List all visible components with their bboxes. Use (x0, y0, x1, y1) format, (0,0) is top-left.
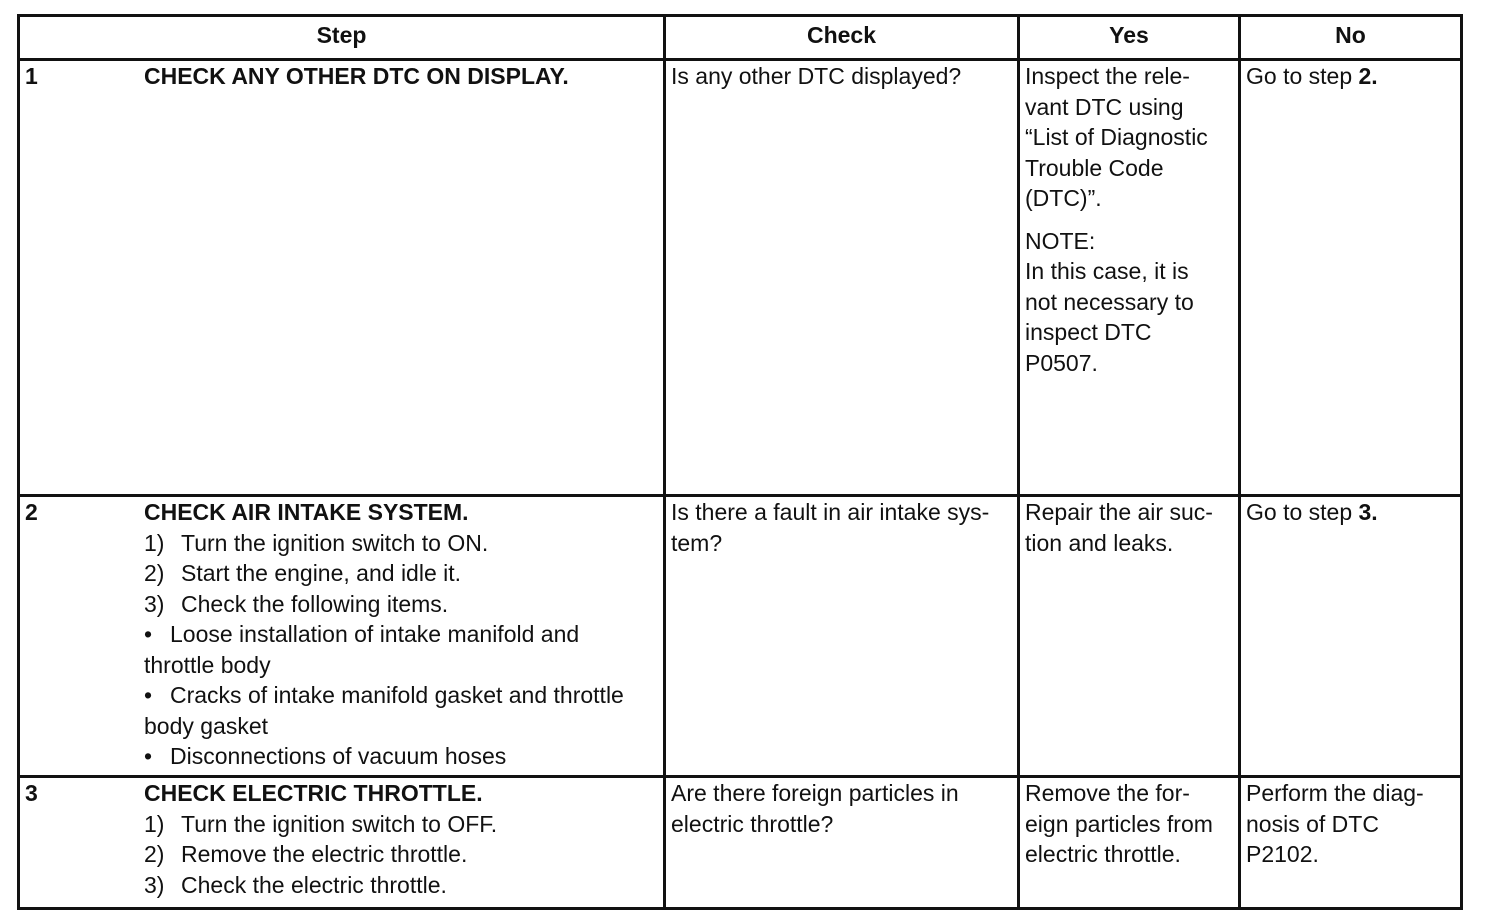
table-header-row (19, 16, 1462, 60)
yes-line: Trouble Code (1025, 154, 1164, 181)
step-title: CHECK ANY OTHER DTC ON DISPLAY. (144, 63, 569, 89)
substep-text: Check the electric throttle. (181, 871, 447, 898)
check-cell (665, 60, 1019, 496)
check-text: Is any other DTC displayed? (671, 63, 962, 89)
step-title: CHECK ELECTRIC THROTTLE. (144, 780, 483, 806)
yes-cell (1019, 496, 1240, 777)
substep (144, 839, 658, 870)
step-number: 3 (25, 780, 38, 806)
step-cell (19, 496, 665, 777)
substep-number: 3) (144, 590, 165, 617)
bullet-text: Disconnections of vacuum hoses (170, 743, 507, 769)
yes-line: Repair the air suc- (1025, 499, 1213, 525)
no-line: P2102. (1246, 841, 1319, 867)
substep (144, 528, 658, 559)
bullet-item (144, 619, 658, 680)
substep-number: 1) (144, 810, 165, 837)
yes-line: (DTC)”. (1025, 185, 1102, 211)
yes-cell (1019, 60, 1240, 496)
no-text: Go to step (1246, 63, 1359, 89)
substep (144, 870, 658, 901)
step-cell (19, 777, 665, 909)
table-row (19, 777, 1462, 909)
substep (144, 589, 658, 620)
substep-number: 3) (144, 871, 165, 898)
header-check: Check (665, 16, 1019, 60)
bullet-icon: • (144, 682, 153, 708)
note-label: NOTE: (1025, 227, 1096, 254)
bullet-text: Cracks of intake manifold gasket and throttle (170, 682, 624, 708)
header-step: Step (19, 16, 665, 60)
yes-line: tion and leaks. (1025, 529, 1174, 556)
bullet-text: Loose installation of intake manifold and (170, 621, 580, 647)
check-cell (665, 777, 1019, 909)
substep (144, 809, 658, 840)
step-number: 2 (25, 499, 38, 525)
check-line: tem? (671, 529, 723, 556)
yes-line: eign particles from (1025, 810, 1213, 837)
bullet-text-cont: throttle body (144, 651, 271, 678)
yes-line: vant DTC using (1025, 93, 1184, 120)
no-cell (1240, 60, 1462, 496)
substep-number: 2) (144, 560, 165, 586)
substep-text: Turn the ignition switch to ON. (181, 529, 489, 556)
check-line: electric throttle? (671, 810, 834, 837)
yes-line: Remove the for- (1025, 780, 1190, 806)
yes-line: “List of Diagnostic (1025, 124, 1208, 150)
table-row (19, 496, 1462, 777)
yes-line: electric throttle. (1025, 841, 1181, 867)
note-line: not necessary to (1025, 288, 1194, 315)
note-line: In this case, it is (1025, 258, 1189, 284)
header-yes: Yes (1019, 16, 1240, 60)
header-no: No (1240, 16, 1462, 60)
substep-text: Start the engine, and idle it. (181, 560, 462, 586)
yes-line: Inspect the rele- (1025, 63, 1190, 89)
no-line: nosis of DTC (1246, 810, 1379, 837)
no-line: Perform the diag- (1246, 780, 1424, 806)
no-step-ref: 2. (1358, 63, 1378, 89)
bullet-item (144, 741, 658, 772)
bullet-item (144, 680, 658, 741)
step-title: CHECK AIR INTAKE SYSTEM. (144, 499, 469, 525)
substep-number: 2) (144, 841, 165, 867)
note-line: inspect DTC (1025, 319, 1152, 345)
step-cell (19, 60, 665, 496)
yes-note (1025, 226, 1233, 379)
substep-number: 1) (144, 529, 165, 556)
check-line: Is there a fault in air intake sys- (671, 499, 990, 525)
substep-text: Check the following items. (181, 590, 449, 617)
bullet-text-cont: body gasket (144, 712, 269, 739)
no-cell (1240, 777, 1462, 909)
substep (144, 558, 658, 589)
bullet-icon: • (144, 621, 153, 647)
substep-text: Remove the electric throttle. (181, 841, 468, 867)
table-row (19, 60, 1462, 496)
note-line: P0507. (1025, 349, 1098, 376)
no-step-ref: 3. (1358, 499, 1378, 525)
bullet-icon: • (144, 743, 153, 769)
substep-text: Turn the ignition switch to OFF. (181, 810, 498, 837)
diagnostic-table (17, 14, 1463, 910)
no-text: Go to step (1246, 499, 1359, 525)
check-line: Are there foreign particles in (671, 780, 959, 806)
step-number: 1 (25, 63, 38, 89)
no-cell (1240, 496, 1462, 777)
yes-cell (1019, 777, 1240, 909)
check-cell (665, 496, 1019, 777)
